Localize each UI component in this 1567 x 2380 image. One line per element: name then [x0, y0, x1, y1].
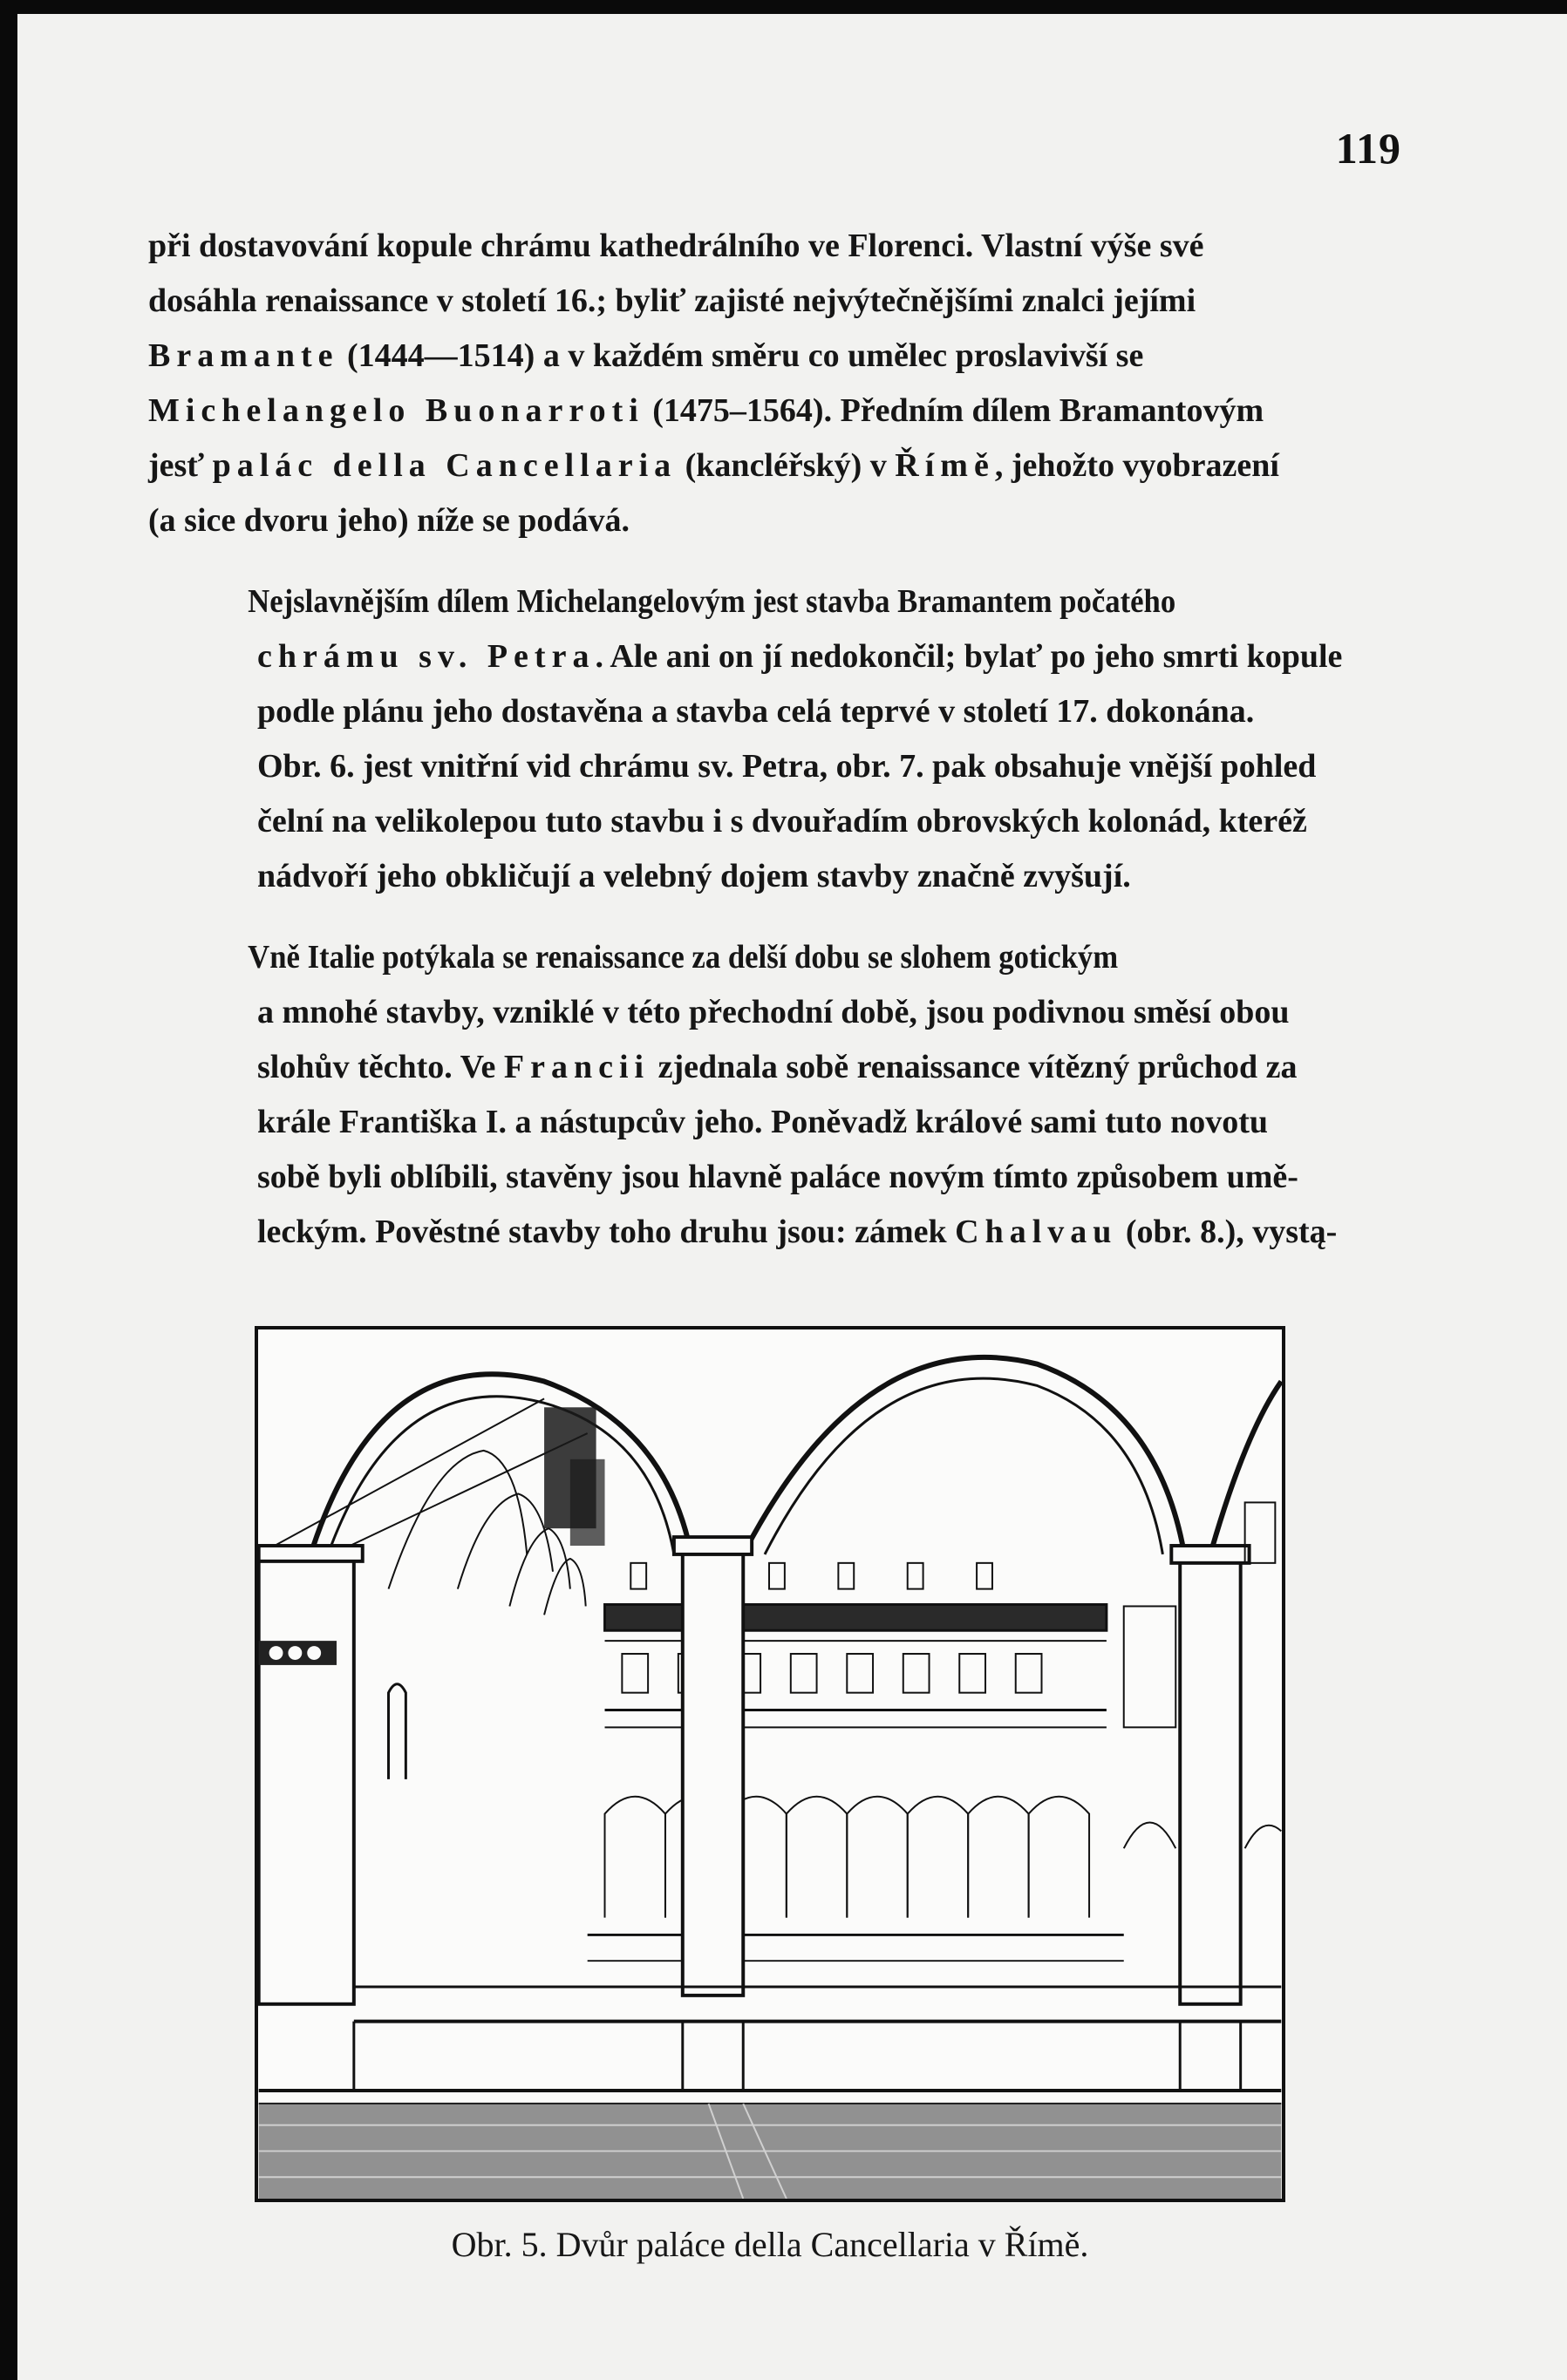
text-line: [148, 739, 1404, 794]
text-run: Vně Italie potýkala se renaissance za delší dobu se slohem gotickým: [248, 939, 1119, 976]
text-line: [148, 493, 1404, 548]
text-run: slohův těchto. Ve: [257, 1049, 504, 1085]
text-run: dosáhla renaissance v století 16.; byliť zajisté nejvýtečnějšími znalci jejími: [148, 282, 1196, 319]
figure-caption: Obr. 5. Dvůr paláce della Cancellaria v Římě.: [451, 2225, 1089, 2264]
text-line: [148, 684, 1404, 739]
text-run: sobě byli oblíbili, stavěny jsou hlavně paláce novým tímto způsobem umě-: [257, 1159, 1298, 1195]
text-run: jesť: [148, 447, 213, 484]
page-number: 119: [1335, 124, 1401, 173]
text-run: (a sice dvoru jeho) níže se podává.: [148, 502, 630, 539]
text-run: zjednala sobě renaissance vítězný průchod za: [650, 1049, 1298, 1085]
text-run: (obr. 8.), vystą-: [1117, 1214, 1338, 1250]
text-run: Nejslavnějším dílem Michelangelovým jest stavba Bramantem počatého: [248, 583, 1176, 620]
text-run: (1444—1514) a v každém směru co umělec proslavivší se: [338, 337, 1144, 374]
text-run: a mnohé stavby, vzniklé v této přechodní době, jsou podivnou směsí obou: [257, 994, 1290, 1030]
text-run: čelní na velikolepou tuto stavbu i s dvouřadím obrovských kolonád, kteréž: [257, 803, 1307, 840]
text-line: [148, 1095, 1404, 1150]
spaced-emphasis: Bramante: [148, 337, 339, 374]
text-line: [148, 575, 1295, 629]
scan-border-left: [0, 0, 17, 2380]
spaced-emphasis: Chalvau: [955, 1214, 1118, 1250]
text-line: [148, 629, 1404, 684]
spaced-emphasis: palác della Cancellaria: [212, 447, 678, 484]
text-line: [148, 274, 1404, 329]
text-line: [148, 1150, 1404, 1205]
text-run: leckým. Pověstné stavby toho druhu jsou: zámek: [257, 1214, 956, 1250]
body-text: [148, 219, 1404, 1260]
text-run: podle plánu jeho dostavěna a stavba celá teprvé v století 17. dokonána.: [257, 693, 1255, 730]
book-page: [17, 14, 1567, 2380]
text-run: . Ale ani on jí nedokončil; bylať po jeho smrti kopule: [595, 638, 1343, 675]
spaced-emphasis: Římě: [895, 447, 995, 484]
text-line: [148, 985, 1404, 1040]
paragraph-2: [148, 575, 1404, 904]
text-line: [148, 794, 1404, 849]
text-line: [148, 930, 1295, 985]
paragraph-1: [148, 219, 1404, 548]
text-run: (kancléřský) v: [677, 447, 896, 484]
text-line: [148, 384, 1404, 439]
spaced-emphasis: Francii: [503, 1049, 651, 1085]
text-line: [148, 1040, 1404, 1095]
text-run: nádvoří jeho obkličují a velebný dojem stavby značně zvyšují.: [257, 858, 1131, 894]
text-line: [148, 219, 1404, 274]
text-line: [148, 849, 1404, 904]
text-run: , jehožto vyobrazení: [994, 447, 1279, 484]
text-run: krále Františka I. a nástupcův jeho. Poněvadž králové sami tuto novotu: [257, 1104, 1269, 1140]
text-line: [148, 329, 1404, 384]
scan-border-top: [0, 0, 1567, 14]
courtyard-engraving: [258, 1329, 1282, 2199]
text-run: Obr. 6. jest vnitřní vid chrámu sv. Petra, obr. 7. pak obsahuje vnější pohled: [257, 748, 1317, 785]
spaced-emphasis: chrámu sv. Petra: [257, 638, 596, 675]
text-run: (1475–1564). Předním dílem Bramantovým: [644, 392, 1264, 429]
figure-courtyard-illustration: [255, 1326, 1285, 2202]
spaced-emphasis: Michelangelo Buonarroti: [148, 392, 644, 429]
text-line: [148, 439, 1404, 493]
text-line: [148, 1205, 1404, 1260]
paragraph-3: [148, 930, 1404, 1260]
text-run: při dostavování kopule chrámu kathedrálního ve Florenci. Vlastní výše své: [148, 228, 1204, 264]
